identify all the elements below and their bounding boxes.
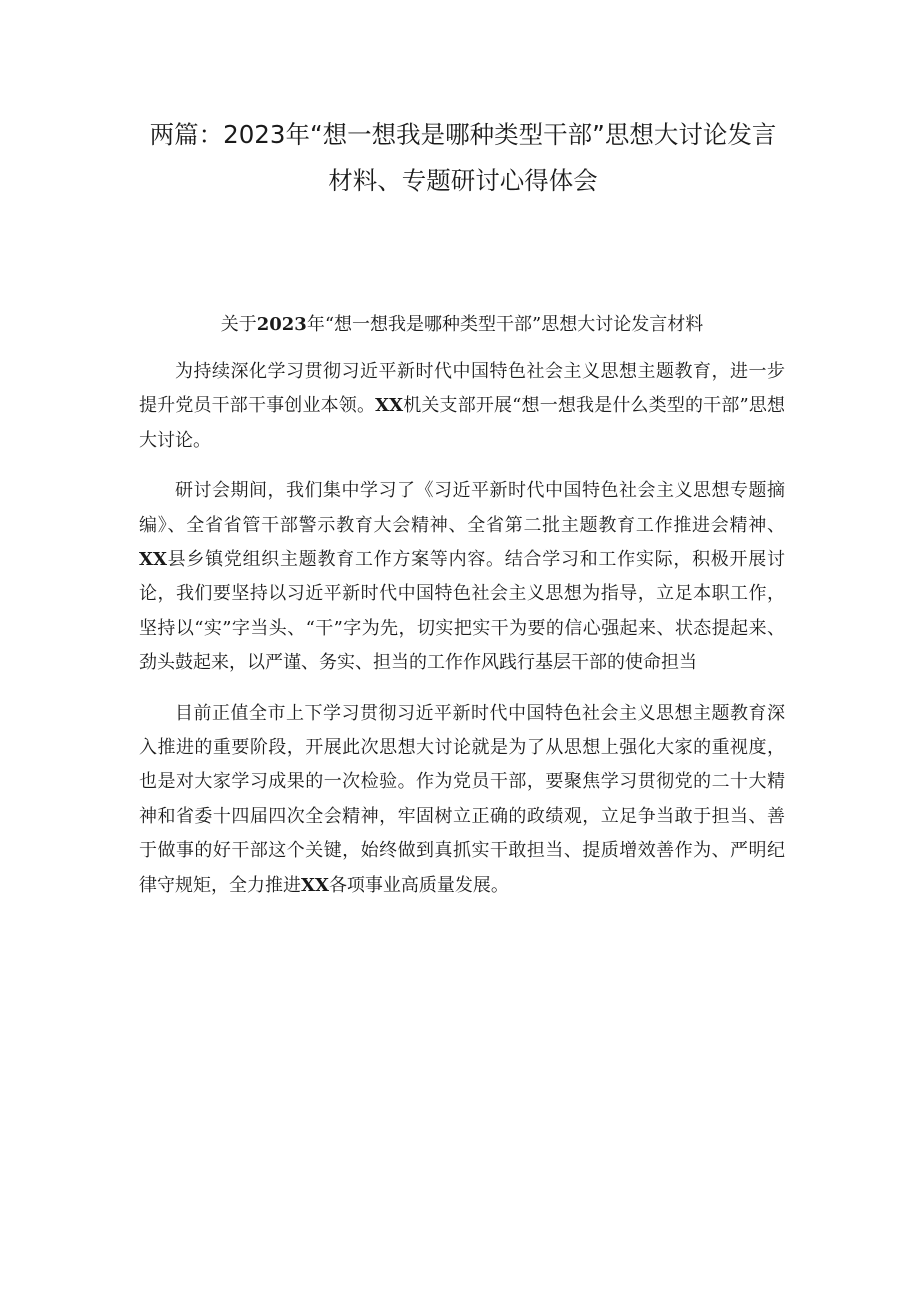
paragraph-3-text-a: 目前正值全市上下学习贯彻习近平新时代中国特色社会主义思想主题教育深入推进的重要阶段，开展此次思想大讨论就是为了从思想上强化大家的重视度，也是对大家学习成果的一次检验。作为党员干部，要聚焦学习贯彻党的二十大精神和省委十四届四次全会精神，牢固树立正确的政绩观，立足争当敢于担当、善于做事的好干部这个关键，始终做到真抓实干敢担当、提质增效善作为、严明纪律守规矩，全力推进 — [139, 702, 785, 896]
paragraph-2 — [139, 474, 785, 680]
paragraph-1-bold-xx: XX — [375, 395, 404, 417]
speech-section — [139, 312, 785, 903]
paragraph-3-text-b: 各项事业高质量发展。 — [328, 874, 509, 896]
paragraph-1-text-a: 为持续深化学习贯彻习近平新时代中国特色社会主义思想主题教育，进一步提升党员干部干事创业本领。 — [139, 361, 785, 417]
section-title-before: 关于 — [220, 314, 257, 335]
section-title — [139, 312, 785, 338]
paragraph-1 — [139, 355, 785, 458]
paragraph-2-bold-xx: XX — [139, 549, 167, 571]
paragraph-3-bold-xx: XX — [301, 874, 329, 896]
section-title-after: 年“想一想我是哪种类型干部”思想大讨论发言材料 — [306, 314, 704, 335]
section-title-year: 2023 — [256, 314, 307, 335]
paragraph-3 — [139, 697, 785, 903]
paragraph-2-text-a: 研讨会期间，我们集中学习了《习近平新时代中国特色社会主义思想专题摘编》、全省省管干部警示教育大会精神、全省第二批主题教育工作推进会精神、 — [139, 480, 785, 536]
paragraph-2-text-b: 县乡镇党组织主题教育工作方案等内容。结合学习和工作实际，积极开展讨论，我们要坚持以习近平新时代中国特色社会主义思想为指导，立足本职工作，坚持以“实”字当头、“干”字为先，切实把实干为要的信心强起来、状态提起来、劲头鼓起来，以严谨、务实、担当的工作作风践行基层干部的使命担当 — [139, 549, 785, 674]
document-title: 两篇：2023年“想一想我是哪种类型干部”思想大讨论发言材料、专题研讨心得体会 — [149, 120, 777, 195]
paragraph-1-text-b: 机关支部开展“想一想我是什么类型的干部”思想大讨论。 — [139, 395, 786, 451]
